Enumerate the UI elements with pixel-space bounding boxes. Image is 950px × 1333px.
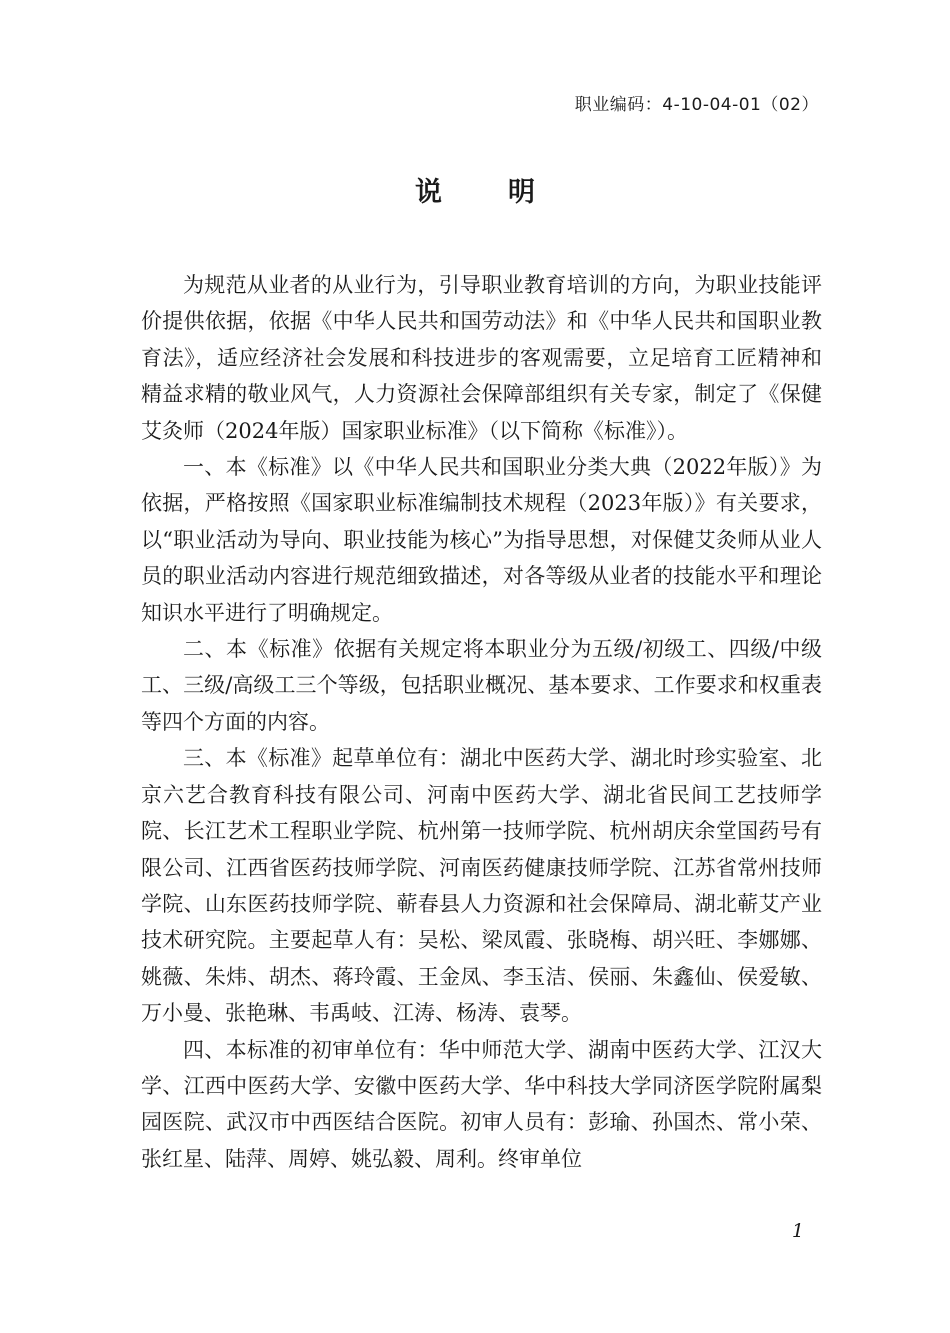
paragraph-1: 一、本《标准》以《中华人民共和国职业分类大典（2022年版）》为依据，严格按照《国家职业标准编制技术规程（2023年版）》有关要求，以“职业活动为导向、职业技能为核心”为指导思想，对保健艾灸师从业人员的职业活动内容进行规范细致描述，对各等级从业者的技能水平和理论知识水平进行了明确规定。 [141,455,822,625]
page-title: 说明 [415,177,601,208]
paragraph-3: 三、本《标准》起草单位有：湖北中医药大学、湖北时珍实验室、北京六艺合教育科技有限公司、河南中医药大学、湖北省民间工艺技师学院、长江艺术工程职业学院、杭州第一技师学院、杭州胡庆余堂国药号有限公司、江西省医药技师学院、河南医药健康技师学院、江苏省常州技师学院、山东医药技师学院、蕲春县人力资源和社会保障局、湖北蕲艾产业技术研究院。主要起草人有：吴松、梁凤霞、张晓梅、胡兴旺、李娜娜、姚薇、朱炜、胡杰、蒋玲霞、王金凤、李玉洁、侯丽、朱鑫仙、侯爱敏、万小曼、张艳琳、韦禹岐、江涛、杨涛、袁琴。 [141,746,822,1026]
paragraph-2: 二、本《标准》依据有关规定将本职业分为五级/初级工、四级/中级工、三级/高级工三个等级，包括职业概况、基本要求、工作要求和权重表等四个方面的内容。 [141,637,822,734]
page-number: 1 [791,1220,804,1242]
paragraph-4: 四、本标准的初审单位有：华中师范大学、湖南中医药大学、江汉大学、江西中医药大学、安徽中医药大学、华中科技大学同济医学院附属梨园医院、武汉市中西医结合医院。初审人员有：彭瑜、孙国杰、常小荣、张红星、陆萍、周婷、姚弘毅、周利。终审单位 [141,1037,822,1171]
occupation-code: 职业编码：4-10-04-01（02） [574,95,819,115]
body-text [141,267,822,1177]
paragraph-intro: 为规范从业者的从业行为，引导职业教育培训的方向，为职业技能评价提供依据，依据《中华人民共和国劳动法》和《中华人民共和国职业教育法》，适应经济社会发展和科技进步的客观需要，立足培育工匠精神和精益求精的敬业风气，人力资源社会保障部组织有关专家，制定了《保健艾灸师（2024年版）国家职业标准》（以下简称《标准》）。 [141,273,822,443]
